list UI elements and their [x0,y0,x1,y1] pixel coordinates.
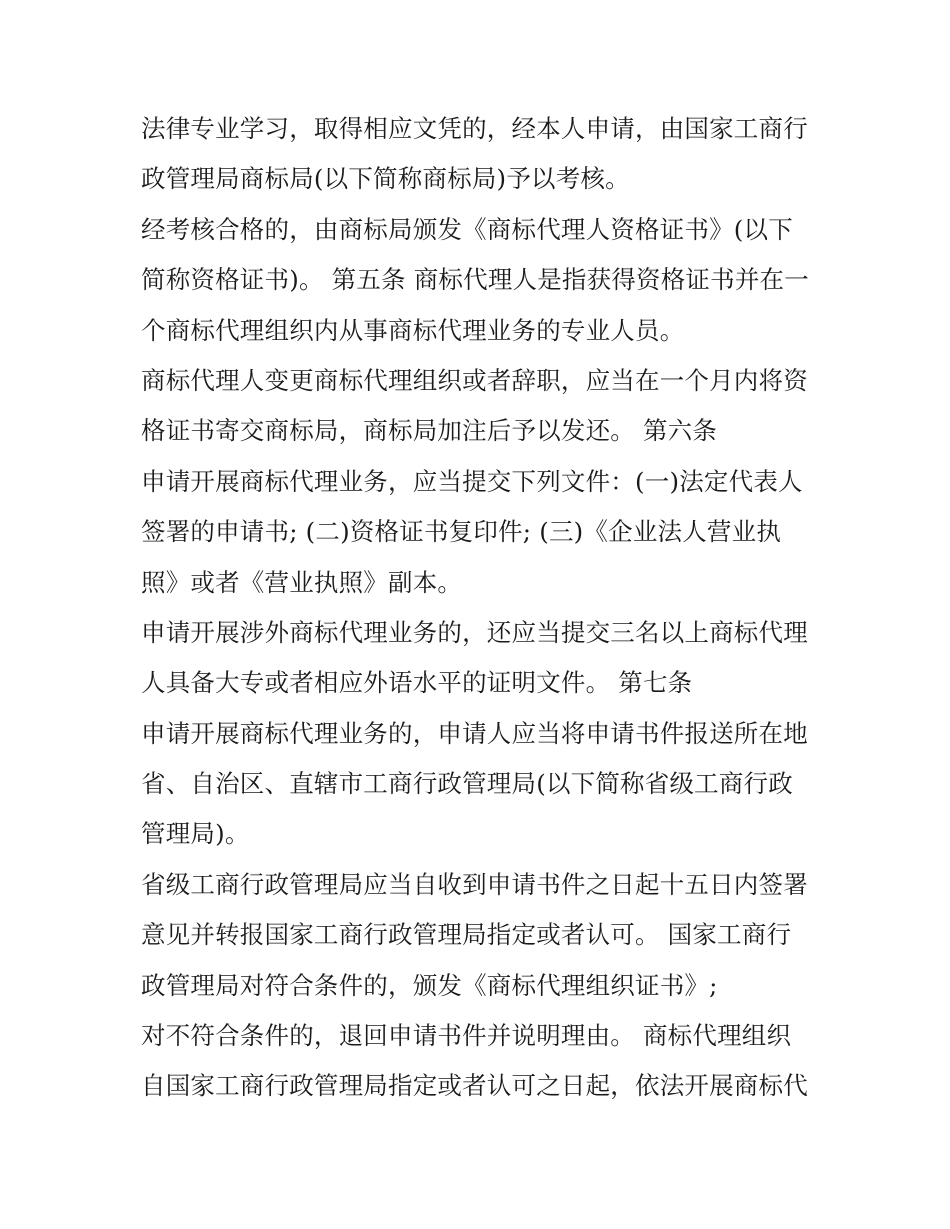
text-line: 法律专业学习，取得相应文凭的，经本人申请，由国家工商行 [141,114,808,143]
text-line: 照》或者《营业执照》副本。 [141,567,463,597]
text-line: 政管理局商标局(以下简称商标局)予以考核。 [141,164,630,194]
text-line: 省、自治区、直辖市工商行政管理局(以下简称省级工商行政 [141,769,793,799]
text-line: 省级工商行政管理局应当自收到申请书件之日起十五日内签署 [141,869,808,899]
text-line: 申请开展商标代理业务，应当提交下列文件：(一)法定代表人 [141,466,803,496]
text-line: 申请开展商标代理业务的，申请人应当将申请书件报送所在地 [141,718,808,748]
text-line: 管理局)。 [141,819,250,849]
text-line: 自国家工商行政管理局指定或者认可之日起，依法开展商标代 [141,1071,808,1101]
text-line: 商标代理人变更商标代理组织或者辞职，应当在一个月内将资 [141,365,808,395]
text-line: 意见并转报国家工商行政管理局指定或者认可。 国家工商行 [141,920,792,950]
text-line: 政管理局对符合条件的，颁发《商标代理组织证书》; [141,970,718,1000]
text-line: 经考核合格的，由商标局颁发《商标代理人资格证书》(以下 [141,214,793,244]
text-line: 人具备大专或者相应外语水平的证明文件。 第七条 [141,668,693,698]
text-line: 简称资格证书)。 第五条 商标代理人是指获得资格证书并在一 [141,265,809,295]
text-line: 申请开展涉外商标代理业务的，还应当提交三名以上商标代理 [141,617,808,647]
text-line: 格证书寄交商标局，商标局加注后予以发还。 第六条 [141,416,718,446]
text-line: 签署的申请书; (二)资格证书复印件; (三)《企业法人营业执 [141,517,782,547]
document-body [141,104,821,1112]
text-line: 对不符合条件的，退回申请书件并说明理由。 商标代理组织 [141,1021,792,1051]
text-line: 个商标代理组织内从事商标代理业务的专业人员。 [141,315,685,345]
